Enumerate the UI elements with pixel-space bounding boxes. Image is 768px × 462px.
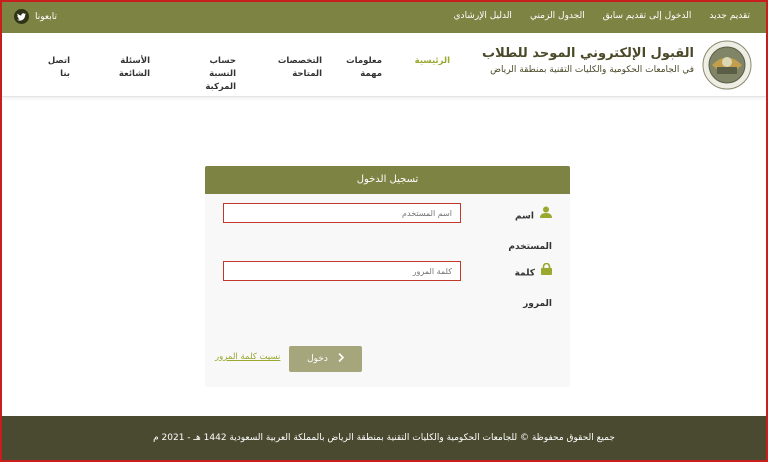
user-icon <box>540 201 552 231</box>
login-panel <box>205 166 570 387</box>
nav-item-contact-us[interactable]: اتصل بنا <box>47 56 70 79</box>
nav-item-composite-ratio[interactable]: حساب النسبة المركبة <box>205 56 236 92</box>
nav-item-available-majors[interactable]: التخصصات المتاحة <box>277 56 322 79</box>
login-button[interactable] <box>289 346 362 372</box>
nav-item-faq[interactable]: الأسئلة الشائعة <box>118 56 150 79</box>
twitter-icon[interactable] <box>14 9 29 24</box>
forgot-password-link[interactable]: نسيت كلمة المرور <box>215 352 281 362</box>
username-label: اسم المستخدم <box>508 211 552 252</box>
password-label-group <box>504 258 552 319</box>
top-link-guide[interactable]: الدليل الإرشادي <box>453 11 512 21</box>
username-label-group <box>504 201 552 262</box>
password-input[interactable] <box>223 261 461 281</box>
password-label: كلمة المرور <box>514 268 552 309</box>
site-title: القبول الإلكتروني الموحد للطلاب <box>482 46 694 61</box>
footer <box>2 416 766 460</box>
site-subtitle: في الجامعات الحكومية والكليات التقنية بمنطقة الرياض <box>490 65 694 75</box>
lock-icon <box>541 258 552 288</box>
nav-item-important-info[interactable]: معلومات مهمة <box>346 56 382 79</box>
main-nav <box>42 55 450 94</box>
login-button-label: دخول <box>307 354 328 364</box>
top-bar <box>2 2 766 33</box>
brand <box>482 46 694 75</box>
site-header <box>2 33 766 97</box>
top-link-previous-application[interactable]: الدخول إلى تقديم سابق <box>602 11 692 21</box>
follow-us[interactable] <box>14 9 57 24</box>
username-input[interactable] <box>223 203 461 223</box>
login-title: تسجيل الدخول <box>205 166 570 194</box>
top-link-new-application[interactable]: تقديم جديد <box>709 11 750 21</box>
chevron-left-icon <box>338 353 344 365</box>
top-link-timeline[interactable]: الجدول الزمني <box>529 11 585 21</box>
top-links <box>454 11 750 21</box>
nav-item-home[interactable]: الرئيسية <box>414 56 450 66</box>
follow-us-label: تابعونا <box>35 11 57 22</box>
footer-copyright: جميع الحقوق محفوظة © للجامعات الحكومية والكليات التقنية بمنطقة الرياض بالمملكة العربية السعودية 1442 هـ - 2021 م <box>153 433 615 443</box>
site-logo[interactable] <box>702 40 752 90</box>
